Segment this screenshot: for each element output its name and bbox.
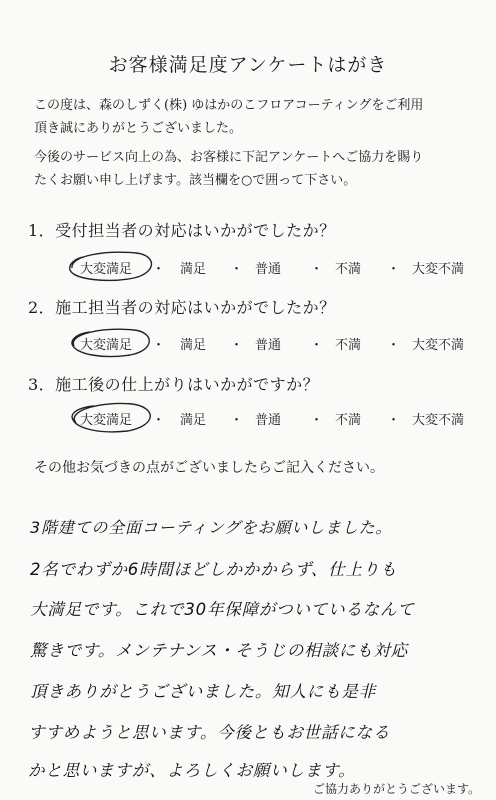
intro-line-3: 今後のサービス向上の為、お客様に下記アンケートへご協力を賜り [34,150,424,165]
option-very-satisfied[interactable]: 大変満足 [80,262,133,277]
handwritten-comment-line: 驚きです。メンテナンス・そうじの相談にも対応 [30,641,408,660]
handwritten-comment-line: すすめようと思います。今後ともお世話になる [28,723,391,742]
separator-dot: ・ [310,413,324,428]
intro-line-2: 頂き誠にありがとうございました。 [34,121,243,136]
option-satisfied[interactable]: 満足 [180,262,207,277]
comments-prompt: その他お気づきの点がございましたらご記入ください。 [34,460,384,476]
handwritten-comment-line: かと思いますが、よろしくお願いします。 [28,761,356,780]
separator-dot: ・ [230,338,244,353]
option-dissatisfied[interactable]: 不満 [335,338,362,353]
option-dissatisfied[interactable]: 不満 [335,262,362,277]
question-3: 3．施工後の仕上がりはいかがですか？ [28,375,320,394]
separator-dot: ・ [387,262,401,277]
survey-title: お客様満足度アンケートはがき [108,54,388,76]
option-dissatisfied[interactable]: 不満 [335,413,362,428]
thank-you-footer: ご協力ありがとうございます。 [312,782,480,796]
question-2-options [60,332,480,356]
handwritten-comment-line: 頂きありがとうございました。知人にも是非 [30,682,376,701]
separator-dot: ・ [310,338,324,353]
separator-dot: ・ [152,262,166,277]
option-satisfied[interactable]: 満足 [180,338,207,353]
separator-dot: ・ [230,413,244,428]
option-very-dissatisfied[interactable]: 大変不満 [412,413,465,428]
separator-dot: ・ [310,262,324,277]
handwritten-comment-line: 3階建ての全面コーティングをお願いしました。 [30,518,393,537]
separator-dot: ・ [152,413,166,428]
handwritten-comment-line: 大満足です。これで30年保障がついているなんて [30,600,415,619]
option-very-satisfied[interactable]: 大変満足 [80,338,133,353]
separator-dot: ・ [387,413,401,428]
handwritten-comment-line: 2名でわずか6時間ほどしかかからず、仕上りも [30,560,398,579]
option-normal[interactable]: 普通 [255,262,282,277]
option-very-satisfied[interactable]: 大変満足 [80,413,133,428]
question-2: 2．施工担当者の対応はいかがでしたか？ [28,298,336,317]
intro-line-1: この度は、森のしずく(株) ゆはかのこフロアコーティングをご利用 [34,98,424,113]
option-very-dissatisfied[interactable]: 大変不満 [412,262,465,277]
separator-dot: ・ [152,338,166,353]
option-very-dissatisfied[interactable]: 大変不満 [412,338,465,353]
question-1: 1．受付担当者の対応はいかがでしたか？ [28,221,336,240]
question-1-options [60,256,480,280]
question-3-options [60,407,480,431]
option-normal[interactable]: 普通 [255,413,282,428]
intro-line-4: たくお願い申し上げます。該当欄を○で囲って下さい。 [34,173,357,188]
separator-dot: ・ [387,338,401,353]
separator-dot: ・ [230,262,244,277]
option-normal[interactable]: 普通 [255,338,282,353]
option-satisfied[interactable]: 満足 [180,413,207,428]
